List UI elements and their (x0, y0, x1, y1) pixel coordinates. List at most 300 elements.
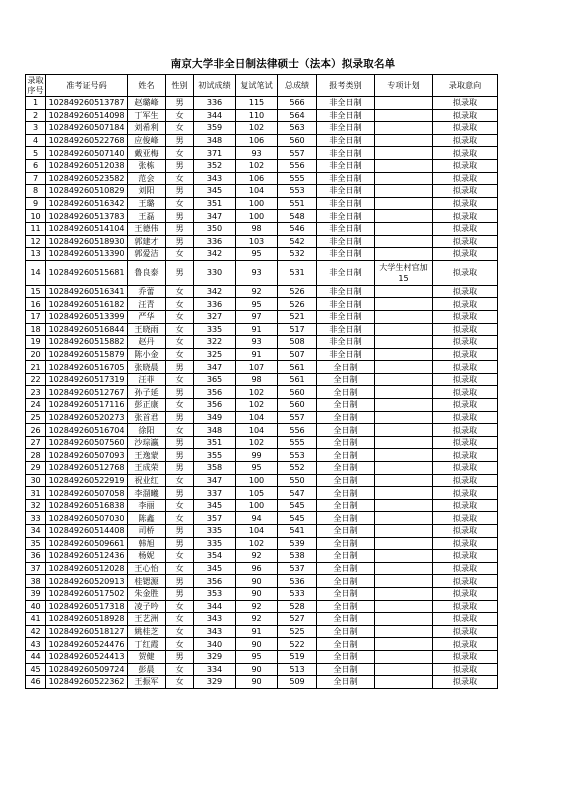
cell-seq: 13 (26, 248, 46, 261)
cell-initial-score: 345 (194, 562, 236, 575)
cell-name: 凌子吟 (128, 600, 166, 613)
cell-initial-score: 336 (194, 97, 236, 110)
cell-retest-written: 115 (236, 97, 278, 110)
cell-category: 全日制 (317, 537, 375, 550)
cell-name: 李溜曦 (128, 487, 166, 500)
table-row (26, 424, 498, 437)
cell-gender: 女 (166, 109, 194, 122)
cell-name: 汪青 (128, 298, 166, 311)
cell-initial-score: 347 (194, 210, 236, 223)
table-row (26, 600, 498, 613)
cell-total-score: 561 (278, 361, 317, 374)
cell-gender: 男 (166, 222, 194, 235)
cell-initial-score: 343 (194, 613, 236, 626)
cell-seq: 38 (26, 575, 46, 588)
table-row (26, 147, 498, 160)
cell-exam-id: 102849260507093 (46, 449, 128, 462)
cell-gender: 男 (166, 386, 194, 399)
cell-gender: 男 (166, 97, 194, 110)
cell-intent: 拟录取 (433, 235, 498, 248)
cell-intent: 拟录取 (433, 348, 498, 361)
cell-initial-score: 342 (194, 285, 236, 298)
cell-exam-id: 102849260518928 (46, 613, 128, 626)
cell-total-score: 527 (278, 613, 317, 626)
cell-exam-id: 102849260518930 (46, 235, 128, 248)
cell-intent: 拟录取 (433, 361, 498, 374)
cell-name: 严华 (128, 310, 166, 323)
cell-intent: 拟录取 (433, 386, 498, 399)
cell-seq: 18 (26, 323, 46, 336)
cell-seq: 40 (26, 600, 46, 613)
cell-name: 张栋 (128, 159, 166, 172)
cell-total-score: 541 (278, 525, 317, 538)
cell-retest-written: 107 (236, 361, 278, 374)
cell-category: 全日制 (317, 600, 375, 613)
cell-gender: 女 (166, 499, 194, 512)
header-row (26, 75, 498, 97)
table-row (26, 550, 498, 563)
cell-gender: 女 (166, 248, 194, 261)
cell-gender: 女 (166, 172, 194, 185)
cell-total-score: 560 (278, 399, 317, 412)
cell-exam-id: 102849260516838 (46, 499, 128, 512)
cell-name: 张首君 (128, 411, 166, 424)
cell-retest-written: 102 (236, 537, 278, 550)
cell-retest-written: 100 (236, 210, 278, 223)
table-row (26, 222, 498, 235)
cell-total-score: 552 (278, 462, 317, 475)
cell-category: 非全日制 (317, 185, 375, 198)
cell-initial-score: 336 (194, 235, 236, 248)
cell-total-score: 542 (278, 235, 317, 248)
cell-special-plan (375, 600, 433, 613)
cell-exam-id: 102849260509661 (46, 537, 128, 550)
cell-name: 王德伟 (128, 222, 166, 235)
cell-total-score: 557 (278, 411, 317, 424)
cell-initial-score: 334 (194, 663, 236, 676)
table-row (26, 210, 498, 223)
cell-special-plan (375, 499, 433, 512)
cell-category: 全日制 (317, 386, 375, 399)
cell-intent: 拟录取 (433, 676, 498, 689)
cell-gender: 女 (166, 373, 194, 386)
cell-name: 徐阳 (128, 424, 166, 437)
cell-intent: 拟录取 (433, 562, 498, 575)
cell-initial-score: 350 (194, 222, 236, 235)
cell-name: 祝业红 (128, 474, 166, 487)
cell-exam-id: 102849260516341 (46, 285, 128, 298)
cell-category: 全日制 (317, 575, 375, 588)
cell-name: 司桥 (128, 525, 166, 538)
cell-category: 全日制 (317, 361, 375, 374)
cell-exam-id: 102849260517318 (46, 600, 128, 613)
cell-initial-score: 347 (194, 474, 236, 487)
cell-gender: 男 (166, 361, 194, 374)
cell-seq: 46 (26, 676, 46, 689)
cell-gender: 女 (166, 197, 194, 210)
cell-initial-score: 345 (194, 499, 236, 512)
cell-special-plan (375, 663, 433, 676)
table-row (26, 298, 498, 311)
cell-total-score: 526 (278, 298, 317, 311)
cell-total-score: 537 (278, 562, 317, 575)
cell-initial-score: 344 (194, 109, 236, 122)
cell-total-score: 564 (278, 109, 317, 122)
cell-initial-score: 342 (194, 248, 236, 261)
table-row (26, 663, 498, 676)
cell-exam-id: 102849260507058 (46, 487, 128, 500)
cell-special-plan (375, 562, 433, 575)
cell-category: 非全日制 (317, 336, 375, 349)
cell-total-score: 560 (278, 386, 317, 399)
cell-exam-id: 102849260516704 (46, 424, 128, 437)
cell-special-plan (375, 449, 433, 462)
cell-total-score: 561 (278, 373, 317, 386)
cell-special-plan (375, 235, 433, 248)
cell-total-score: 546 (278, 222, 317, 235)
cell-special-plan (375, 336, 433, 349)
cell-initial-score: 353 (194, 587, 236, 600)
cell-retest-written: 104 (236, 525, 278, 538)
cell-exam-id: 102849260522362 (46, 676, 128, 689)
cell-initial-score: 351 (194, 436, 236, 449)
cell-total-score: 545 (278, 499, 317, 512)
cell-initial-score: 347 (194, 361, 236, 374)
cell-initial-score: 365 (194, 373, 236, 386)
cell-retest-written: 102 (236, 122, 278, 135)
cell-special-plan (375, 298, 433, 311)
cell-retest-written: 95 (236, 462, 278, 475)
cell-intent: 拟录取 (433, 260, 498, 285)
table-row (26, 474, 498, 487)
cell-category: 全日制 (317, 587, 375, 600)
cell-exam-id: 102849260520273 (46, 411, 128, 424)
cell-special-plan (375, 97, 433, 110)
cell-seq: 35 (26, 537, 46, 550)
cell-exam-id: 102849260507184 (46, 122, 128, 135)
cell-intent: 拟录取 (433, 487, 498, 500)
cell-special-plan (375, 159, 433, 172)
table-row (26, 575, 498, 588)
cell-name: 应俊峰 (128, 134, 166, 147)
cell-intent: 拟录取 (433, 97, 498, 110)
cell-category: 全日制 (317, 449, 375, 462)
cell-retest-written: 95 (236, 248, 278, 261)
header-category: 报考类别 (317, 75, 375, 97)
cell-intent: 拟录取 (433, 575, 498, 588)
cell-exam-id: 102849260517116 (46, 399, 128, 412)
table-row (26, 638, 498, 651)
cell-intent: 拟录取 (433, 474, 498, 487)
cell-retest-written: 95 (236, 650, 278, 663)
header-retest-written: 复试笔试 (236, 75, 278, 97)
cell-initial-score: 325 (194, 348, 236, 361)
cell-seq: 16 (26, 298, 46, 311)
cell-retest-written: 106 (236, 172, 278, 185)
cell-gender: 女 (166, 424, 194, 437)
cell-exam-id: 102849260517319 (46, 373, 128, 386)
table-row (26, 134, 498, 147)
cell-name: 王成荣 (128, 462, 166, 475)
cell-total-score: 532 (278, 248, 317, 261)
header-gender: 性别 (166, 75, 194, 97)
cell-special-plan (375, 361, 433, 374)
table-row (26, 462, 498, 475)
cell-seq: 27 (26, 436, 46, 449)
cell-retest-written: 91 (236, 625, 278, 638)
cell-gender: 男 (166, 134, 194, 147)
cell-gender: 男 (166, 210, 194, 223)
cell-retest-written: 100 (236, 499, 278, 512)
cell-seq: 9 (26, 197, 46, 210)
cell-special-plan (375, 625, 433, 638)
table-row (26, 109, 498, 122)
cell-special-plan (375, 575, 433, 588)
cell-total-score: 525 (278, 625, 317, 638)
cell-name: 陈小金 (128, 348, 166, 361)
cell-total-score: 531 (278, 260, 317, 285)
cell-exam-id: 102849260514098 (46, 109, 128, 122)
cell-retest-written: 102 (236, 159, 278, 172)
cell-seq: 30 (26, 474, 46, 487)
cell-exam-id: 102849260522919 (46, 474, 128, 487)
header-initial-score: 初试成绩 (194, 75, 236, 97)
cell-initial-score: 330 (194, 260, 236, 285)
cell-intent: 拟录取 (433, 650, 498, 663)
cell-intent: 拟录取 (433, 185, 498, 198)
cell-category: 全日制 (317, 663, 375, 676)
cell-total-score: 513 (278, 663, 317, 676)
cell-initial-score: 343 (194, 172, 236, 185)
cell-special-plan (375, 613, 433, 626)
cell-intent: 拟录取 (433, 197, 498, 210)
cell-seq: 45 (26, 663, 46, 676)
cell-seq: 23 (26, 386, 46, 399)
cell-retest-written: 110 (236, 109, 278, 122)
cell-total-score: 553 (278, 185, 317, 198)
cell-name: 姚桂芝 (128, 625, 166, 638)
cell-name: 刘希利 (128, 122, 166, 135)
cell-total-score: 507 (278, 348, 317, 361)
cell-retest-written: 93 (236, 336, 278, 349)
cell-category: 全日制 (317, 676, 375, 689)
cell-intent: 拟录取 (433, 525, 498, 538)
cell-gender: 女 (166, 562, 194, 575)
cell-gender: 女 (166, 638, 194, 651)
cell-name: 王磊 (128, 210, 166, 223)
admission-table (25, 74, 498, 689)
cell-initial-score: 337 (194, 487, 236, 500)
cell-exam-id: 102849260516342 (46, 197, 128, 210)
cell-retest-written: 105 (236, 487, 278, 500)
cell-seq: 29 (26, 462, 46, 475)
cell-gender: 男 (166, 260, 194, 285)
cell-total-score: 519 (278, 650, 317, 663)
cell-seq: 26 (26, 424, 46, 437)
cell-category: 全日制 (317, 625, 375, 638)
cell-exam-id: 102849260518127 (46, 625, 128, 638)
cell-special-plan (375, 386, 433, 399)
cell-category: 全日制 (317, 562, 375, 575)
cell-special-plan (375, 537, 433, 550)
cell-intent: 拟录取 (433, 411, 498, 424)
cell-seq: 4 (26, 134, 46, 147)
cell-seq: 39 (26, 587, 46, 600)
cell-exam-id: 102849260513787 (46, 97, 128, 110)
cell-seq: 20 (26, 348, 46, 361)
cell-name: 赵丹 (128, 336, 166, 349)
cell-total-score: 550 (278, 474, 317, 487)
cell-total-score: 526 (278, 285, 317, 298)
cell-intent: 拟录取 (433, 172, 498, 185)
cell-name: 彭晨 (128, 663, 166, 676)
cell-name: 刘阳 (128, 185, 166, 198)
table-row (26, 336, 498, 349)
cell-total-score: 566 (278, 97, 317, 110)
table-row (26, 122, 498, 135)
cell-seq: 1 (26, 97, 46, 110)
cell-intent: 拟录取 (433, 449, 498, 462)
cell-special-plan (375, 638, 433, 651)
cell-seq: 28 (26, 449, 46, 462)
table-row (26, 436, 498, 449)
cell-gender: 男 (166, 575, 194, 588)
cell-total-score: 538 (278, 550, 317, 563)
cell-exam-id: 102849260515882 (46, 336, 128, 349)
cell-retest-written: 90 (236, 663, 278, 676)
cell-special-plan (375, 550, 433, 563)
cell-category: 全日制 (317, 512, 375, 525)
cell-name: 杨妮 (128, 550, 166, 563)
cell-retest-written: 98 (236, 373, 278, 386)
cell-gender: 男 (166, 235, 194, 248)
table-row (26, 373, 498, 386)
cell-category: 全日制 (317, 487, 375, 500)
table-row (26, 411, 498, 424)
cell-special-plan (375, 323, 433, 336)
cell-gender: 女 (166, 399, 194, 412)
cell-category: 全日制 (317, 411, 375, 424)
table-row (26, 676, 498, 689)
cell-name: 朱金胜 (128, 587, 166, 600)
cell-retest-written: 97 (236, 310, 278, 323)
cell-intent: 拟录取 (433, 399, 498, 412)
cell-gender: 男 (166, 185, 194, 198)
cell-intent: 拟录取 (433, 424, 498, 437)
cell-name: 王璐 (128, 197, 166, 210)
cell-retest-written: 91 (236, 348, 278, 361)
cell-intent: 拟录取 (433, 499, 498, 512)
table-row (26, 361, 498, 374)
cell-intent: 拟录取 (433, 625, 498, 638)
cell-retest-written: 92 (236, 600, 278, 613)
cell-seq: 22 (26, 373, 46, 386)
cell-intent: 拟录取 (433, 600, 498, 613)
cell-retest-written: 98 (236, 222, 278, 235)
cell-gender: 男 (166, 537, 194, 550)
cell-intent: 拟录取 (433, 122, 498, 135)
cell-category: 非全日制 (317, 210, 375, 223)
cell-intent: 拟录取 (433, 222, 498, 235)
cell-exam-id: 102849260512768 (46, 462, 128, 475)
cell-seq: 15 (26, 285, 46, 298)
cell-initial-score: 354 (194, 550, 236, 563)
cell-gender: 女 (166, 625, 194, 638)
cell-exam-id: 102849260512038 (46, 159, 128, 172)
cell-exam-id: 102849260515879 (46, 348, 128, 361)
cell-special-plan (375, 474, 433, 487)
cell-category: 全日制 (317, 613, 375, 626)
cell-category: 非全日制 (317, 122, 375, 135)
cell-gender: 男 (166, 587, 194, 600)
cell-retest-written: 93 (236, 147, 278, 160)
cell-special-plan (375, 172, 433, 185)
cell-initial-score: 348 (194, 424, 236, 437)
header-special-plan: 专项计划 (375, 75, 433, 97)
cell-intent: 拟录取 (433, 310, 498, 323)
cell-retest-written: 100 (236, 197, 278, 210)
cell-total-score: 563 (278, 122, 317, 135)
cell-intent: 拟录取 (433, 134, 498, 147)
cell-total-score: 545 (278, 512, 317, 525)
cell-retest-written: 90 (236, 638, 278, 651)
cell-initial-score: 336 (194, 298, 236, 311)
table-row (26, 310, 498, 323)
cell-retest-written: 92 (236, 285, 278, 298)
cell-intent: 拟录取 (433, 638, 498, 651)
cell-seq: 14 (26, 260, 46, 285)
table-row (26, 449, 498, 462)
table-row (26, 537, 498, 550)
cell-retest-written: 103 (236, 235, 278, 248)
table-row (26, 185, 498, 198)
cell-total-score: 521 (278, 310, 317, 323)
cell-category: 全日制 (317, 550, 375, 563)
cell-name: 乔蕾 (128, 285, 166, 298)
table-row (26, 248, 498, 261)
cell-name: 李丽 (128, 499, 166, 512)
cell-retest-written: 102 (236, 386, 278, 399)
cell-category: 全日制 (317, 436, 375, 449)
cell-seq: 19 (26, 336, 46, 349)
cell-exam-id: 102849260522768 (46, 134, 128, 147)
cell-retest-written: 106 (236, 134, 278, 147)
cell-gender: 女 (166, 285, 194, 298)
cell-name: 王艺洲 (128, 613, 166, 626)
table-row (26, 499, 498, 512)
cell-name: 沙琮瀛 (128, 436, 166, 449)
cell-seq: 41 (26, 613, 46, 626)
cell-seq: 43 (26, 638, 46, 651)
table-row (26, 386, 498, 399)
cell-name: 贺健 (128, 650, 166, 663)
cell-exam-id: 102849260509724 (46, 663, 128, 676)
cell-total-score: 560 (278, 134, 317, 147)
cell-seq: 12 (26, 235, 46, 248)
cell-exam-id: 102849260512436 (46, 550, 128, 563)
cell-intent: 拟录取 (433, 109, 498, 122)
cell-total-score: 548 (278, 210, 317, 223)
cell-category: 非全日制 (317, 310, 375, 323)
cell-exam-id: 102849260507140 (46, 147, 128, 160)
cell-initial-score: 371 (194, 147, 236, 160)
cell-category: 非全日制 (317, 97, 375, 110)
cell-category: 全日制 (317, 424, 375, 437)
cell-special-plan (375, 411, 433, 424)
cell-gender: 女 (166, 676, 194, 689)
cell-gender: 女 (166, 512, 194, 525)
cell-gender: 男 (166, 487, 194, 500)
